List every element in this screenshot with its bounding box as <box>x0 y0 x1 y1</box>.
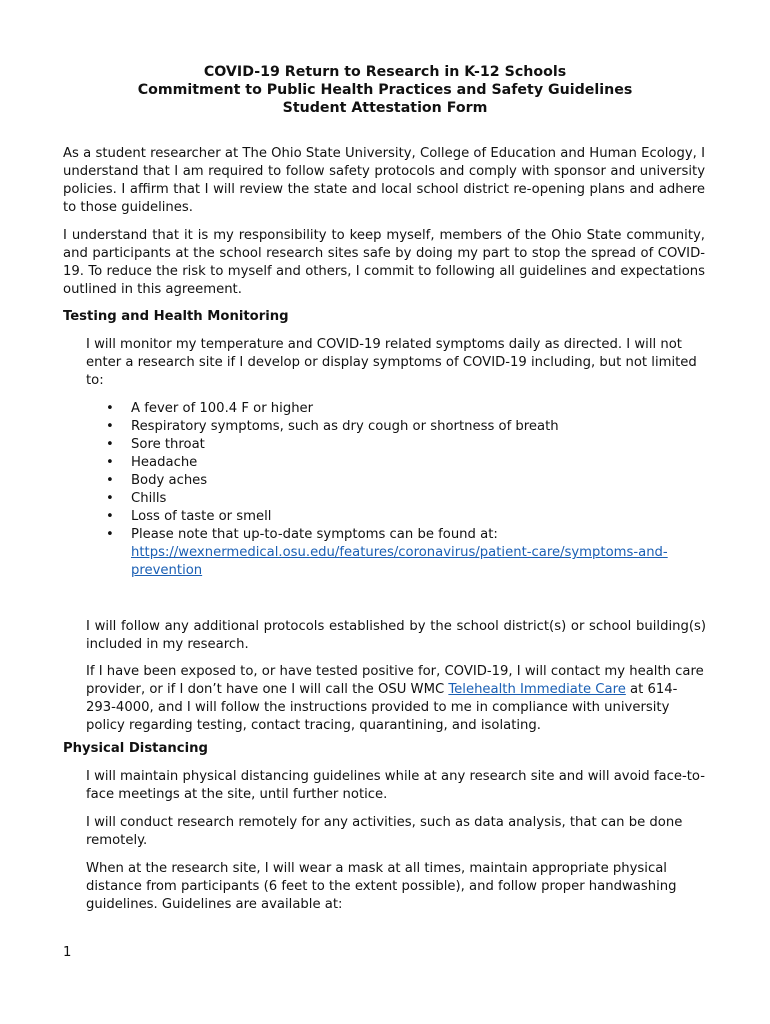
page-number: 1 <box>63 945 72 960</box>
distancing-heading: Physical Distancing <box>63 741 208 756</box>
list-item: • Sore throat <box>86 436 706 454</box>
testing-heading: Testing and Health Monitoring <box>63 309 289 324</box>
list-item: • Chills <box>86 490 706 508</box>
symptom-list <box>86 400 706 580</box>
list-item: • Headache <box>86 454 706 472</box>
testing-paragraph-3-start: If I have been exposed to, or have tested positive for, COVID-19, I will contact my health care provider, or if I don’t have one I will call the OSU WMC <box>86 664 704 697</box>
testing-paragraph-1: I will monitor my temperature and COVID-19 related symptoms daily as directed. I will not enter a research site if I develop or display symptoms of COVID-19 including, but not limited to: <box>86 337 697 388</box>
distancing-paragraph-2: I will conduct research remotely for any activities, such as data analysis, that can be done remotely. <box>86 815 683 848</box>
distancing-paragraph-1: I will maintain physical distancing guidelines while at any research site and will avoid face-to-face meetings at the site, until further notice. <box>86 769 705 802</box>
list-item: • Body aches <box>86 472 706 490</box>
list-item-symptoms-note <box>86 526 706 580</box>
title-line-1: COVID-19 Return to Research in K-12 Schools <box>203 64 567 80</box>
intro-paragraph-2: I understand that it is my responsibility to keep myself, members of the Ohio State community, and participants at the school research sites safe by doing my part to stop the spread of COVID-19. To reduce the risk to myself and others, I commit to following all guidelines and expectations outlined in this agreement. <box>63 228 705 297</box>
symptoms-note-text: Please note that up-to-date symptoms can be found at: <box>131 527 498 542</box>
testing-paragraph-2: I will follow any additional protocols established by the school district(s) or school building(s) included in my research. <box>86 619 706 652</box>
testing-paragraph-3-end: at 614-293-4000, and I will follow the instructions provided to me in compliance with university policy regarding testing, contact tracing, quarantining, and isolating. <box>86 682 678 733</box>
distancing-paragraph-3: When at the research site, I will wear a mask at all times, maintain appropriate physical distance from participants (6 feet to the extent possible), and follow proper handwashing guidelines. Guidelines are available at: <box>86 861 677 912</box>
list-item: • Respiratory symptoms, such as dry cough or shortness of breath <box>86 418 706 436</box>
title-line-3: Student Attestation Form <box>282 100 488 116</box>
telehealth-link[interactable]: Telehealth Immediate Care <box>448 682 626 697</box>
testing-paragraph-3 <box>86 663 706 735</box>
list-item: • Loss of taste or smell <box>86 508 706 526</box>
symptoms-link[interactable]: https://wexnermedical.osu.edu/features/coronavirus/patient-care/symptoms-and-prevention <box>131 545 668 578</box>
list-item: • A fever of 100.4 F or higher <box>86 400 706 418</box>
document-title <box>0 63 770 117</box>
intro-paragraph-1: As a student researcher at The Ohio State University, College of Education and Human Ecology, I understand that I am required to follow safety protocols and comply with sponsor and university policies. I affirm that I will review the state and local school district re-opening plans and adhere to those guidelines. <box>63 146 705 215</box>
title-line-2: Commitment to Public Health Practices and Safety Guidelines <box>137 82 633 98</box>
